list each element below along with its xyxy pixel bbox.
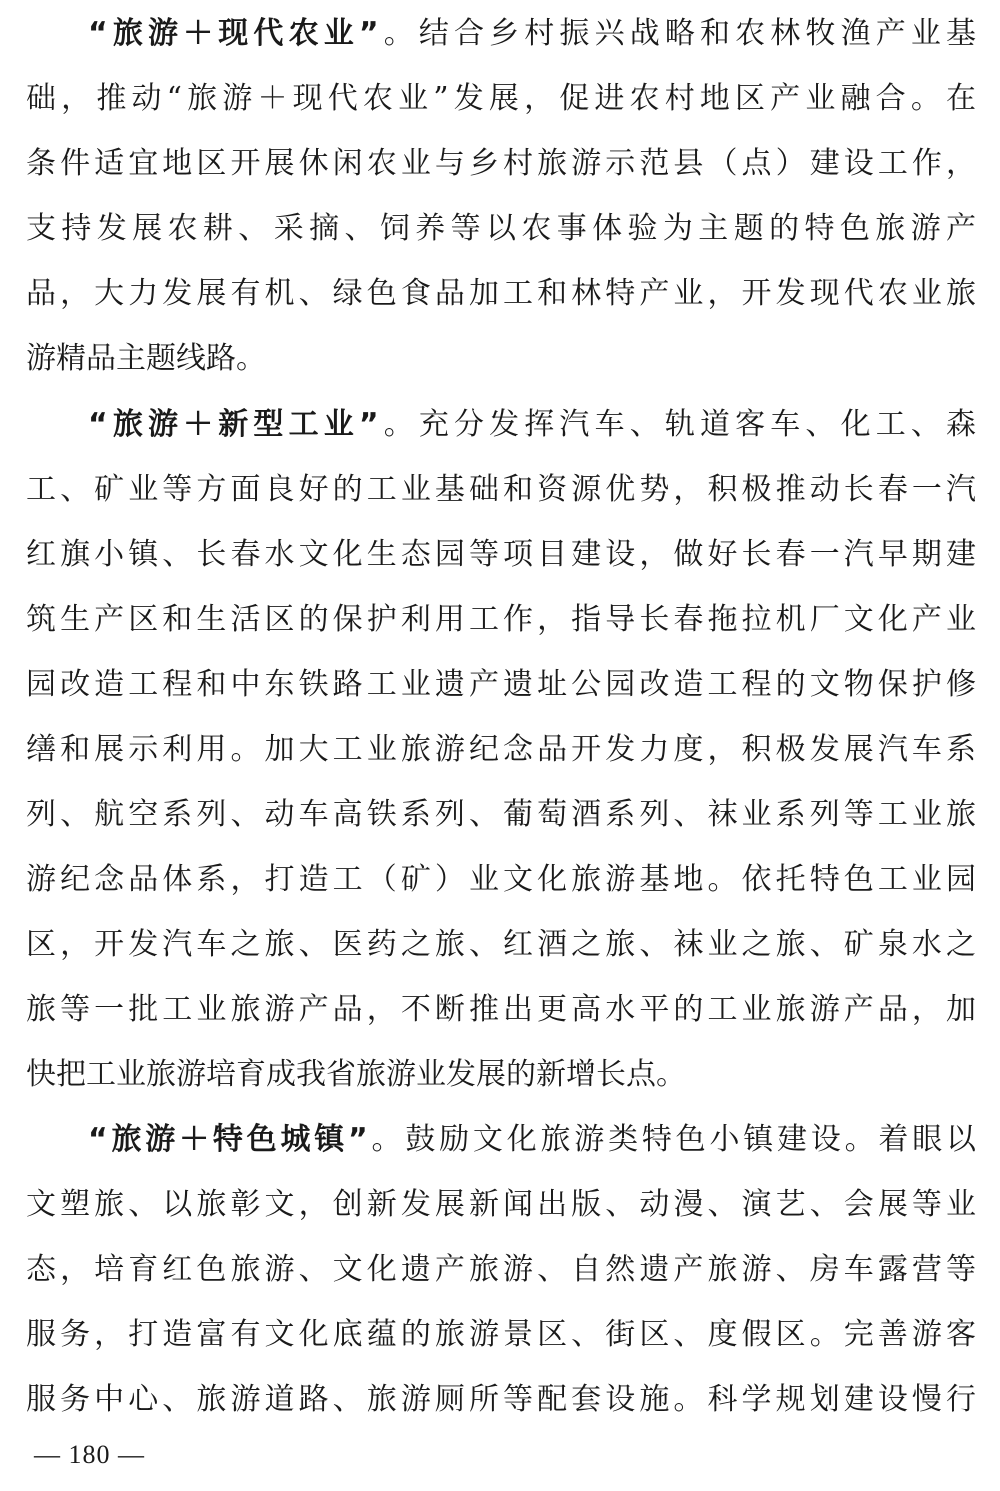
paragraph-2-line-4: 筑生产区和生活区的保护利用工作，指导长春拖拉机厂文化产业 bbox=[26, 602, 976, 637]
paragraph-2-line-6: 缮和展示利用。加大工业旅游纪念品开发力度，积极发展汽车系 bbox=[26, 732, 976, 767]
paragraph-3-line-2: 文塑旅、以旅彰文，创新发展新闻出版、动漫、演艺、会展等业 bbox=[26, 1187, 976, 1222]
paragraph-2-heading: “旅游＋新型工业” bbox=[88, 407, 379, 442]
paragraph-2-line-8: 游纪念品体系，打造工（矿）业文化旅游基地。依托特色工业园 bbox=[26, 862, 976, 897]
paragraph-2-line-1 bbox=[88, 405, 976, 445]
paragraph-1-line-5: 品，大力发展有机、绿色食品加工和林特产业，开发现代农业旅 bbox=[26, 276, 976, 311]
paragraph-1-line-2: 础，推动“旅游＋现代农业”发展，促进农村地区产业融合。在 bbox=[26, 81, 976, 116]
paragraph-2-line-3: 红旗小镇、长春水文化生态园等项目建设，做好长春一汽早期建 bbox=[26, 537, 976, 572]
paragraph-3-line-4: 服务，打造富有文化底蕴的旅游景区、街区、度假区。完善游客 bbox=[26, 1317, 976, 1352]
paragraph-1-line-4: 支持发展农耕、采摘、饲养等以农事体验为主题的特色旅游产 bbox=[26, 211, 976, 246]
paragraph-3-line-3: 态，培育红色旅游、文化遗产旅游、自然遗产旅游、房车露营等 bbox=[26, 1252, 976, 1287]
paragraph-2-line-7: 列、航空系列、动车高铁系列、葡萄酒系列、袜业系列等工业旅 bbox=[26, 797, 976, 832]
paragraph-2-line-5: 园改造工程和中东铁路工业遗产遗址公园改造工程的文物保护修 bbox=[26, 667, 976, 702]
paragraph-2-line-9: 区，开发汽车之旅、医药之旅、红酒之旅、袜业之旅、矿泉水之 bbox=[26, 927, 976, 962]
paragraph-1-line-6: 游精品主题线路。 bbox=[26, 341, 266, 376]
paragraph-3-line-1-text: 。鼓励文化旅游类特色小镇建设。着眼以 bbox=[367, 1122, 977, 1157]
paragraph-3-heading: “旅游＋特色城镇” bbox=[88, 1122, 368, 1157]
paragraph-1-heading: “旅游＋现代农业” bbox=[88, 16, 379, 51]
paragraph-1-line-1 bbox=[88, 14, 976, 54]
paragraph-2-line-11: 快把工业旅游培育成我省旅游业发展的新增长点。 bbox=[26, 1057, 686, 1092]
paragraph-3-line-1 bbox=[88, 1120, 976, 1160]
paragraph-2-line-10: 旅等一批工业旅游产品，不断推出更高水平的工业旅游产品，加 bbox=[26, 992, 976, 1027]
paragraph-1-line-1-text: 。结合乡村振兴战略和农林牧渔产业基 bbox=[378, 16, 977, 51]
paragraph-1-line-3: 条件适宜地区开展休闲农业与乡村旅游示范县（点）建设工作， bbox=[26, 146, 976, 181]
paragraph-3-line-5: 服务中心、旅游道路、旅游厕所等配套设施。科学规划建设慢行 bbox=[26, 1382, 976, 1417]
paragraph-2-line-1-text: 。充分发挥汽车、轨道客车、化工、森 bbox=[378, 407, 977, 442]
page-number: — 180 — bbox=[34, 1440, 145, 1469]
paragraph-2-line-2: 工、矿业等方面良好的工业基础和资源优势，积极推动长春一汽 bbox=[26, 472, 976, 507]
